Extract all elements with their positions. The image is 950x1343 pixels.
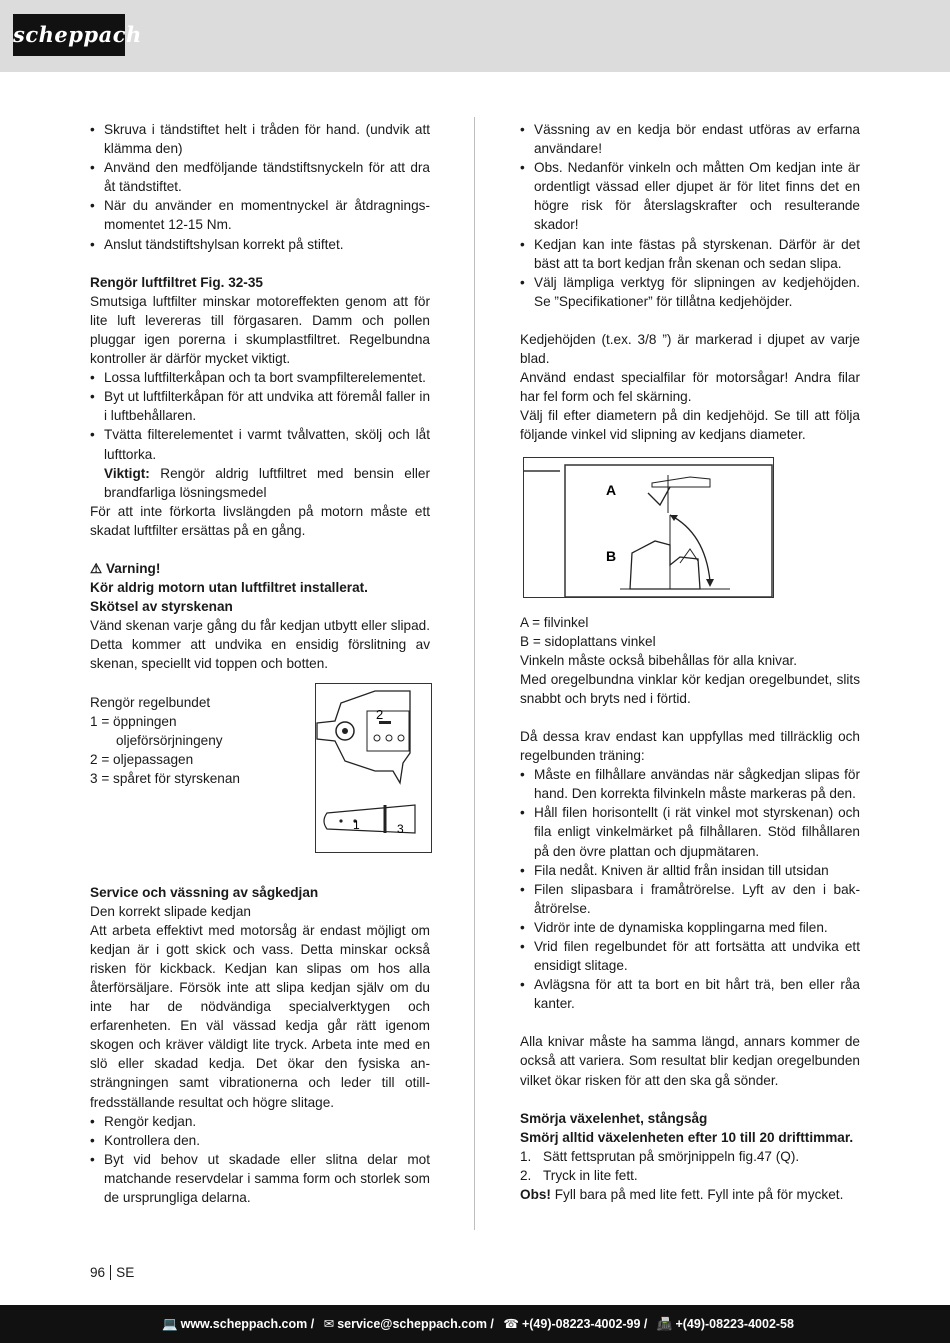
warning-text: Kör aldrig motorn utan luftfiltret installerat. (90, 580, 368, 596)
list-item: • Vrid filen regelbundet för att fortsätta att undvika ett ensidigt slitage. (520, 937, 860, 975)
fig-label-a: A (606, 481, 617, 498)
chain-height-text: Kedjehöjden (t.ex. 3/8 ”) är markerad i djupet av varje blad. (520, 331, 860, 367)
important-note: Viktigt: Rengör aldrig luftfiltret med bensin eller brandfarliga lösningsmedel (104, 465, 430, 500)
step-item: 1. Sätt fettsprutan på smörjnippeln fig.47 (Q). (520, 1148, 800, 1164)
list-item: • Lossa luftfilterkåpan och ta bort svampfilterelementet. (90, 368, 430, 387)
contact-bar (0, 1305, 950, 1343)
obs-note: Obs! Fyll bara på med lite fett. Fyll inte på för mycket. (520, 1187, 844, 1203)
fig-label-b: B (606, 547, 617, 564)
air-filter-heading: Rengör luftfiltret Fig. 32-35 (90, 274, 263, 290)
list-item: • Måste en filhållare användas när sågkedjan slipas för hand. Den korrekta filvinkeln måste markeras på den. (520, 765, 860, 803)
page-number-value: 96 (90, 1265, 106, 1280)
list-item: • Obs. Nedanför vinkeln och måtten Om kedjan inte är ordentligt vässad eller djupet är för litet finns det en högre risk för återslagskrafter och resulterande skador! (520, 158, 860, 234)
requirements-intro: Då dessa krav endast kan uppfyllas med tillräcklig och regelbunden träning: (520, 728, 860, 764)
knives-text: Alla knivar måste ha samma längd, annars kommer de också att variera. Som resultat blir kedjan oregelbunden vilket ökar risken för att den ska gå sönder. (520, 1034, 860, 1088)
list-item: • Håll filen horisontellt (i rät vinkel mot styrskenan) och fila enligt vinkelmärket på filhållaren. Stöd filhållaren på den övre plattan och djupmätaren. (520, 803, 860, 860)
warning-triangle-icon: ⚠ (90, 560, 103, 576)
sharpening-angle-diagram (520, 453, 780, 603)
legend-line: Med oregelbundna vinklar kör kedjan oregelbundet, slits snabbt och bryts ned i förtid. (520, 671, 860, 706)
list-item: • Tvätta filterelementet i varmt tvålvatten, skölj och låt lufttorka. (90, 425, 430, 463)
website-link[interactable]: www.scheppach.com / (180, 1317, 315, 1331)
sharpening-angle-figure (520, 453, 860, 613)
language-code: SE (116, 1265, 135, 1280)
clean-line: Rengör regelbundet (90, 694, 211, 710)
list-item: • Byt vid behov ut skadade eller slitna delar mot matchande reservdelar i samma form och storlek som de ursprungliga delarna. (90, 1150, 430, 1207)
clean-line: 2 = oljepassagen (90, 751, 194, 767)
left-column (90, 120, 430, 1207)
warning-heading: ⚠ Varning! (90, 560, 161, 576)
guide-bar-diagram (315, 683, 432, 853)
email-icon: ✉ (323, 1317, 335, 1331)
list-item: • Filen slipasbara i framåtrörelse. Lyft av den i bakåtrörelse. (520, 880, 860, 918)
column-divider (474, 117, 475, 1230)
fig-label-2: 2 (376, 706, 384, 722)
header-bar (0, 0, 950, 72)
legend-line: B = sidoplattans vinkel (520, 633, 656, 649)
clean-line: 1 = öppningen (90, 713, 177, 729)
fig-label-1: 1 (353, 817, 360, 832)
list-item: • Använd den medföljande tändstiftsnyckeln för att dra åt tändstiftet. (90, 158, 430, 196)
list-item: • När du använder en momentnyckel är åtdragningsmomentet 12-15 Nm. (90, 196, 430, 234)
air-filter-text: Smutsiga luftfilter minskar motoreffekten genom att för lite luft levereras till förgasaren. Damm och pollen pluggar igen porerna i skumplastfiltret. Regelbundna kontroller är därför mycket viktigt. (90, 293, 430, 367)
clean-line: oljeförsörjningeny (116, 732, 223, 748)
lube-heading: Smörja växelenhet, stångsåg (520, 1110, 708, 1126)
guide-bar-heading: Skötsel av styrskenan (90, 599, 233, 615)
list-item: • Skruva i tändstiftet helt i tråden för hand. (undvik att klämma den) (90, 120, 430, 158)
list-item: • Kontrollera den. (90, 1131, 430, 1150)
step-item: 2. Tryck in lite fett. (520, 1167, 638, 1183)
list-item: • Byt ut luftfilterkåpan för att undvika att föremål faller in i luftbehållaren. (90, 387, 430, 425)
guide-bar-text: Vänd skenan varje gång du får kedjan utbytt eller slipad. Detta kommer att undvika en ensidig förslitning av skenan, speciellt vid toppen och botten. (90, 618, 430, 672)
list-item: • Rengör kedjan. (90, 1112, 430, 1131)
page-number (90, 1265, 134, 1280)
computer-icon: 💻 (162, 1317, 178, 1331)
fig-label-3: 3 (397, 821, 404, 836)
list-item: • Välj lämpliga verktyg för slipningen av kedjehöjden. Se ”Specifikationer” för tillåtna kedjehöjder. (520, 273, 860, 311)
lube-bold-text: Smörj alltid växelenheten efter 10 till 20 drifttimmar. (520, 1129, 854, 1145)
phone-number: +(49)-08223-4002-99 / (521, 1317, 648, 1331)
list-item: • Vidrör inte de dynamiska kopplingarna med filen. (520, 918, 860, 937)
clean-line: 3 = spåret för styrskenan (90, 770, 240, 786)
list-item: • Kedjan kan inte fästas på styrskenan. Därför är det bäst att ta bort kedjan från skenan och sedan slipa. (520, 235, 860, 273)
phone-icon: ☎ (503, 1317, 519, 1331)
list-item: • Fila nedåt. Kniven är alltid från insidan till utsidan (520, 861, 860, 880)
list-item: • Avlägsna för att ta bort en bit hårt trä, ben eller råa kanter. (520, 975, 860, 1013)
fax-icon: 📠 (656, 1317, 673, 1331)
service-heading: Service och vässning av sågkedjan (90, 884, 319, 900)
scheppach-logo: scheppach (13, 14, 125, 56)
legend-line: Vinkeln måste också bibehållas för alla knivar. (520, 652, 798, 668)
legend-line: A = filvinkel (520, 614, 589, 630)
service-text: Att arbeta effektivt med motorsåg är endast möjligt om kedjan är i gott skick och vass. Detta minskar också risken för kickback. Kedjan kan slipas om hos alla återförsäljare. Försök inte att slipa kedjan själv om du inte har de nödvändiga specialverktygen och erfarenheten. En väl vässad kedja går rätt igenom skogen och kräver väldigt lite tryck. Arbeta inte med en slö eller skadad kedja. Det ökar den fysiska ansträngningen samt vibrationerna och leder till otillfredsställande resultat och högre slitage. (90, 922, 430, 1110)
file-text: Använd endast specialfilar för motorsågar! Andra filar har fel form och fel skärning. (520, 370, 860, 405)
fax-number: +(49)-08223-4002-58 (675, 1317, 794, 1331)
guide-bar-figure-block (90, 693, 430, 883)
right-column (520, 120, 860, 1204)
email-link[interactable]: service@scheppach.com / (337, 1317, 494, 1331)
list-item: • Vässning av en kedja bör endast utföras av erfarna användare! (520, 120, 860, 158)
list-item: • Anslut tändstiftshylsan korrekt på stiftet. (90, 235, 430, 254)
file-choice-text: Välj fil efter diametern på din kedjehöjd. Se till att följa följande vinkel vid slipning av kedjans diameter. (520, 408, 860, 443)
air-filter-closing: För att inte förkorta livslängden på motorn måste ett skadat luftfilter ersättas på en gång. (90, 503, 430, 538)
service-subtitle: Den korrekt slipade kedjan (90, 903, 251, 919)
